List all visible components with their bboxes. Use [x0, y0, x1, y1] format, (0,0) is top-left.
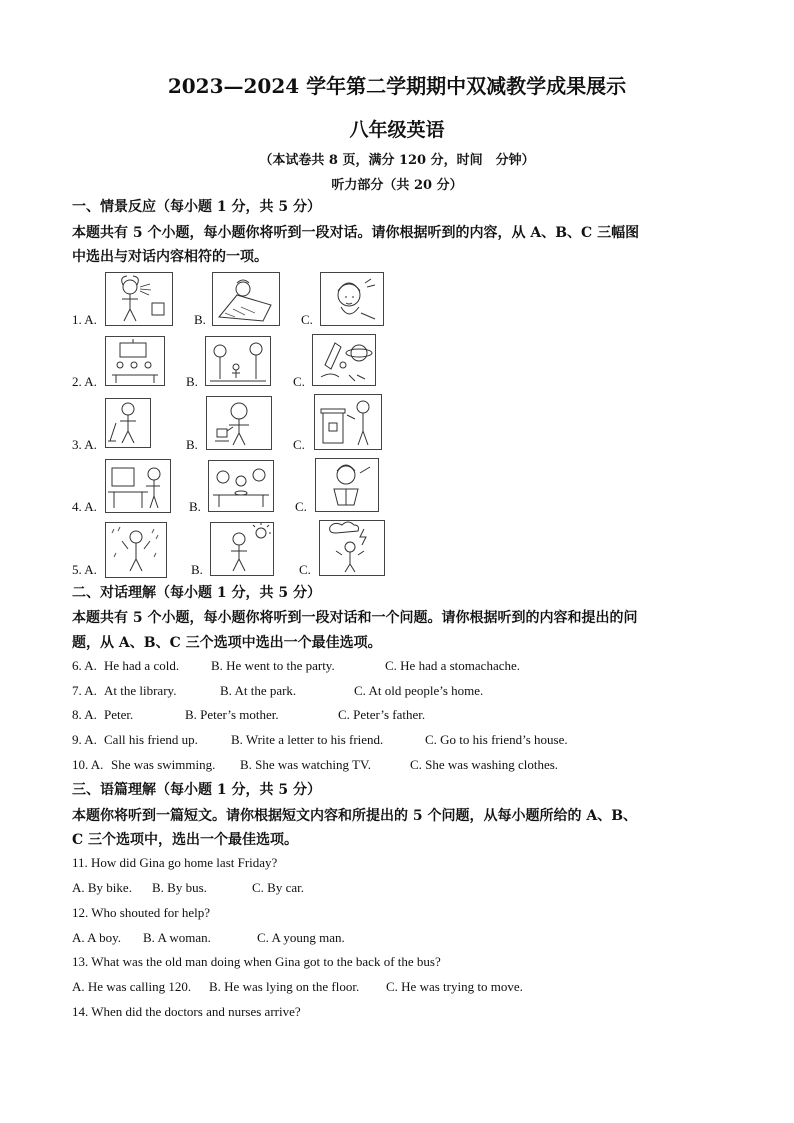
q11-option-c: C. By car.: [252, 880, 304, 895]
boy-sweeping-icon: [105, 398, 151, 448]
q9-option-b: B. Write a letter to his friend.: [231, 732, 384, 747]
q8-option-c: C. Peter’s father.: [338, 707, 426, 722]
q3-c-label: C.: [293, 437, 305, 452]
q1-c-label: C.: [301, 312, 313, 327]
classroom-icon: [105, 336, 165, 386]
computer-desk-icon: [105, 459, 171, 513]
boy-watering-plants-icon: [206, 396, 272, 450]
q5-c-label: C.: [299, 562, 311, 577]
q10-option-a: She was swimming.: [111, 757, 216, 772]
q11-question: 11. How did Gina go home last Friday?: [72, 855, 278, 870]
q13-question: 13. What was the old man doing when Gina got to the back of the bus?: [72, 954, 441, 969]
section2-instruction-line2: 题，从 A、B、C 三个选项中选出一个最佳选项。: [72, 635, 382, 651]
q1-b-label: B.: [194, 312, 206, 327]
girl-sneezing-icon: [105, 272, 173, 326]
section2-instruction-line1: 本题共有 5 个小题，每小题你将听到一段对话和一个问题。请你根据听到的内容和提出的问: [72, 610, 638, 626]
q8-option-a: Peter.: [104, 707, 134, 722]
q12-option-a: A. A boy.: [72, 930, 121, 945]
kid-in-rain-icon: [105, 522, 167, 578]
q3-label: 3. A.: [72, 437, 97, 452]
q7-option-c: C. At old people’s home.: [354, 683, 484, 698]
family-dinner-icon: [208, 460, 274, 512]
q8-option-b: B. Peter’s mother.: [185, 707, 279, 722]
q2-b-label: B.: [186, 374, 198, 389]
q9-option-a: Call his friend up.: [104, 732, 198, 747]
q12-option-c: C. A young man.: [257, 930, 345, 945]
q7-option-b: B. At the park.: [220, 683, 297, 698]
section1-instruction-line1: 本题共有 5 个小题，每小题你将听到一段对话。请你根据听到的内容，从 A、B、C 三幅图: [72, 225, 640, 241]
q7-num: 7. A.: [72, 683, 97, 698]
q6-option-a: He had a cold.: [104, 658, 180, 673]
section3-instruction-line1: 本题你将听到一篇短文。请你根据短文内容和所提出的 5 个问题，从每小题所给的 A、B、: [72, 808, 638, 824]
q4-c-label: C.: [295, 499, 307, 514]
boy-sick-in-bed-icon: [212, 272, 280, 326]
q8-num: 8. A.: [72, 707, 97, 722]
q5-b-label: B.: [191, 562, 203, 577]
q11-option-b: B. By bus.: [152, 880, 207, 895]
q9-num: 9. A.: [72, 732, 97, 747]
q13-option-b: B. He was lying on the floor.: [209, 979, 360, 994]
recycling-bin-icon: [314, 394, 382, 450]
q11-option-a: A. By bike.: [72, 880, 132, 895]
q13-option-a: A. He was calling 120.: [72, 979, 192, 994]
q14-question: 14. When did the doctors and nurses arrive?: [72, 1004, 301, 1019]
q10-option-b: B. She was watching TV.: [240, 757, 371, 772]
q12-option-b: B. A woman.: [143, 930, 211, 945]
q7-option-a: At the library.: [104, 683, 177, 698]
section1-heading: 一、情景反应（每小题 1 分，共 5 分）: [72, 199, 321, 215]
exam-title: 2023—2024 学年第二学期期中双减教学成果展示: [167, 74, 627, 98]
section1-instruction-line2: 中选出与对话内容相符的一项。: [72, 249, 268, 265]
exam-subtitle: 八年级英语: [349, 119, 445, 141]
q2-label: 2. A.: [72, 374, 97, 389]
q3-b-label: B.: [186, 437, 198, 452]
listening-part-heading: 听力部分（共 20 分）: [331, 178, 463, 193]
section2-heading: 二、对话理解（每小题 1 分，共 5 分）: [72, 585, 321, 601]
kid-in-sun-icon: [210, 522, 274, 576]
q2-c-label: C.: [293, 374, 305, 389]
q13-option-c: C. He was trying to move.: [386, 979, 523, 994]
q6-option-c: C. He had a stomachache.: [385, 658, 521, 673]
section3-instruction-line2: C 三个选项中，选出一个最佳选项。: [72, 832, 299, 848]
q4-label: 4. A.: [72, 499, 97, 514]
q4-b-label: B.: [189, 499, 201, 514]
children-planting-trees-icon: [205, 336, 271, 386]
boy-reading-icon: [315, 458, 379, 512]
q6-option-b: B. He went to the party.: [211, 658, 335, 673]
q1-label: 1. A.: [72, 312, 97, 327]
q10-num: 10. A.: [72, 757, 104, 772]
q12-question: 12. Who shouted for help?: [72, 905, 211, 920]
q9-option-c: C. Go to his friend’s house.: [425, 732, 568, 747]
science-museum-icon: [312, 334, 376, 386]
q5-label: 5. A.: [72, 562, 97, 577]
section3-heading: 三、语篇理解（每小题 1 分，共 5 分）: [72, 782, 321, 798]
q10-option-c: C. She was washing clothes.: [410, 757, 559, 772]
girl-with-headache-icon: [320, 272, 384, 326]
kid-in-storm-icon: [319, 520, 385, 576]
q6-num: 6. A.: [72, 658, 97, 673]
exam-info: （本试卷共 8 页，满分 120 分，时间 分钟）: [259, 153, 535, 168]
